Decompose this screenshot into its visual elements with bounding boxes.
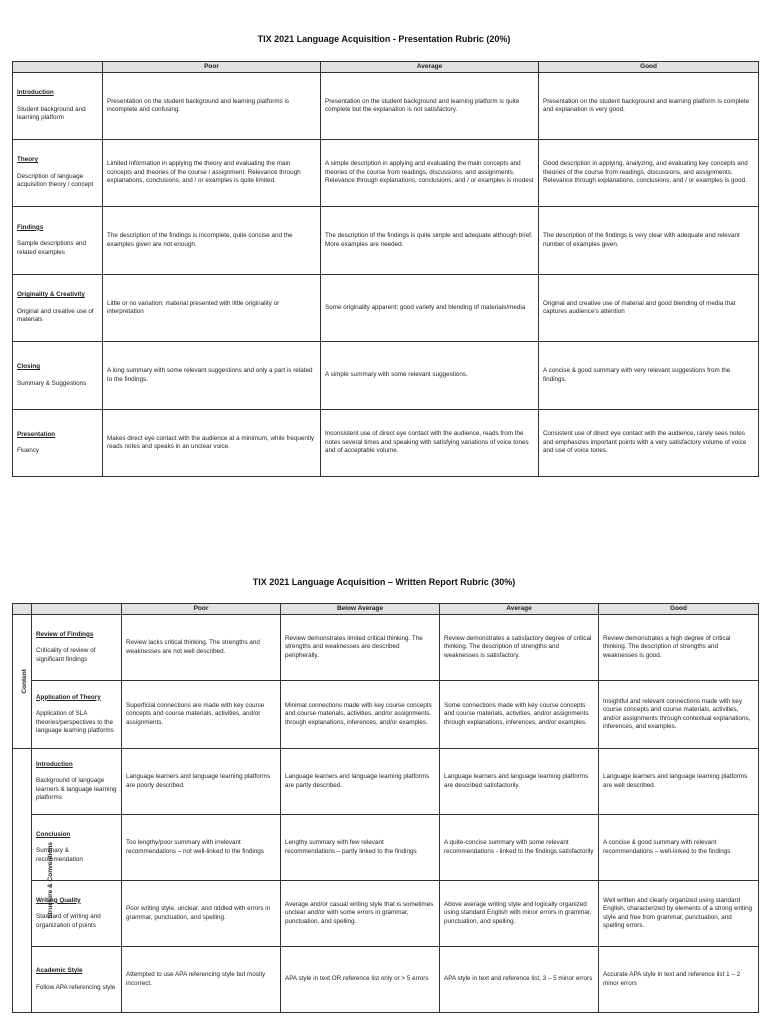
header-good: Good [539,62,759,73]
criterion-name: Presentation [17,430,56,438]
criterion-desc: Background of language learners & language learning platforms [36,777,117,801]
below-average-cell: Review demonstrates limited critical thinking. The strengths and weaknesses are described peripherally. [281,615,440,681]
group-content-cell [13,615,32,749]
written-report-rubric-title: TIX 2021 Language Acquisition – Written Report Rubric (30%) [252,577,516,587]
criterion-cell [13,140,103,207]
average-cell: APA style in text and reference list, 3 – 5 minor errors [440,947,599,1013]
criterion-name: Closing [17,363,41,370]
criterion-name: Writing Quality [36,896,81,904]
written-report-rubric-table [12,603,759,1013]
below-average-cell: Minimal connections made with key course concepts and course materials, activities, and/or assignments. through explanations, inferences, and/or examples. [281,681,440,749]
criterion-desc: Summary & Suggestions [17,379,87,387]
poor-cell: Language learners and language learning platforms are poorly described. [122,749,281,815]
average-cell: Review demonstrates a satisfactory degree of critical thinking. The description of strengths and weaknesses is satisfactory. [440,615,599,681]
below-average-cell: Average and/or casual writing style that is sometimes unclear and/or with some errors in grammar, punctuation, and spelling. [281,881,440,947]
poor-cell: Makes direct eye contact with the audience at a minimum, while frequently reads notes and speaks in an unclear voice. [103,410,321,477]
criterion-desc: Application of SLA theories/perspectives to the language learning platforms [36,710,114,734]
criterion-desc: Follow APA referencing style [36,983,116,991]
good-cell: Presentation on the student background and learning platform is complete and explanation is very good. [539,73,759,140]
criterion-name: Review of Findings [36,630,94,638]
criterion-desc: Standard of writing and organization of points [36,913,101,929]
header-poor: Poor [122,604,281,615]
table-row [13,749,759,815]
table-row [13,73,759,140]
table-row [13,947,759,1013]
table-row [13,881,759,947]
criterion-cell [32,681,122,749]
poor-cell: Superficial connections are made with key course concepts and course materials, activities, and/or assignments. [122,681,281,749]
average-cell: A quite-concise summary with some relevant recommendations - linked to the findings satisfactorily [440,815,599,881]
average-cell: Inconsistent use of direct eye contact with the audience, reads from the notes several times and speaking with satisfying variations of voice tones and of acceptable volume. [321,410,539,477]
poor-cell: Review lacks critical thinking. The strengths and weaknesses are not well described. [122,615,281,681]
table-row [13,815,759,881]
poor-cell: The description of the findings is incomplete, quite concise and the examples given are not enough. [103,207,321,275]
criterion-cell [13,207,103,275]
header-row [13,62,759,73]
presentation-rubric-table [12,61,759,477]
poor-cell: Little or no variation; material presented with little originality or interpretation [103,275,321,342]
average-cell: The description of the findings is quite simple and adequate although brief. More examples are needed. [321,207,539,275]
criterion-name: Theory [17,156,38,164]
presentation-rubric-title: TIX 2021 Language Acquisition - Presentation Rubric (20%) [257,34,511,44]
criterion-desc: Summary & recommendation [36,847,83,863]
criterion-desc: Original and creative use of materials [17,307,94,324]
header-average: Average [321,62,539,73]
header-good: Good [599,604,759,615]
criterion-cell [32,947,122,1013]
good-cell: Language learners and language learning platforms are well described. [599,749,759,815]
table-row [13,275,759,342]
criterion-cell [32,815,122,881]
criterion-desc: Criticality of review of significant findings [36,647,96,663]
table-row [13,207,759,275]
good-cell: Well written and clearly organized using standard English, characterized by elements of a strong writing style and free from grammar, punctuation, and spelling errors. [599,881,759,947]
criterion-name: Introduction [36,760,73,768]
header-below-average: Below Average [281,604,440,615]
good-cell: Good description in applying, analyzing, and evaluating key concepts and theories of the course from readings, discussions, and assignments. Relevance through explanations, conclusions, and / or examples is good. [539,140,759,207]
group-content-label: Content [20,669,28,694]
criterion-cell [13,410,103,477]
average-cell: Language learners and language learning platforms are described satisfactorily. [440,749,599,815]
criterion-desc: Student background and learning platform [17,105,86,122]
table-row [13,410,759,477]
group-structure-label: Structure & Conventions [46,842,54,919]
criterion-cell [32,749,122,815]
header-poor: Poor [103,62,321,73]
header-criteria [32,604,122,615]
criterion-name: Conclusion [36,830,71,838]
criterion-cell [13,73,103,140]
criterion-name: Introduction [17,89,54,97]
good-cell: The description of the findings is very clear with adequate and relevant number of examples given. [539,207,759,275]
average-cell: A simple description in applying and evaluating the main concepts and theories of the course from readings, discussions, and assignments. Relevance through explanations, conclusions, and / or examples is modest [321,140,539,207]
table-row [13,681,759,749]
header-average: Average [440,604,599,615]
table-row [13,615,759,681]
poor-cell: Limited information in applying the theory and evaluating the main concepts and theories of the course / assignment. Relevance through explanations, conclusions, and / or examples is quite limited. [103,140,321,207]
poor-cell: Too lengthy/poor summary with irrelevant recommendations – not well-linked to the findings [122,815,281,881]
good-cell: Consistent use of direct eye contact with the audience, rarely sees notes and emphasizes important points with a very satisfactory volume of voice and use of voice tones. [539,410,759,477]
good-cell: Original and creative use of material and good blending of media that captures audience's attention [539,275,759,342]
criterion-cell [13,342,103,410]
average-cell: Some originality apparent; good variety and blending of materials/media [321,275,539,342]
below-average-cell: Language learners and language learning platforms are partly described. [281,749,440,815]
good-cell: Accurate APA style in text and reference list 1 – 2 minor errors [599,947,759,1013]
criterion-name: Findings [17,223,44,231]
criterion-desc: Description of language acquisition theory / concept [17,172,94,189]
criterion-cell [13,275,103,342]
table-row [13,140,759,207]
below-average-cell: APA style in text OR reference list only or > 5 errors [281,947,440,1013]
poor-cell: A long summary with some relevant suggestions and only a part is related to the findings. [103,342,321,410]
poor-cell: Poor writing style, unclear, and riddled with errors in grammar, punctuation, and spelling. [122,881,281,947]
criterion-name: Originality & Creativity [17,291,85,299]
below-average-cell: Lengthy summary with few relevant recommendations – partly linked to the findings [281,815,440,881]
good-cell: A concise & good summary with relevant recommendations – well-linked to the findings [599,815,759,881]
header-criteria [13,62,103,73]
criterion-desc: Sample descriptions and related examples [17,240,86,256]
average-cell: Above average writing style and logically organized using standard English with minor errors in grammar, punctuation, and spelling. [440,881,599,947]
average-cell: A simple summary with some relevant suggestions. [321,342,539,410]
header-group [13,604,32,615]
poor-cell: Presentation on the student background and learning platforms is incomplete and confusing. [103,73,321,140]
criterion-cell [32,881,122,947]
good-cell: A concise & good summary with very relevant suggestions from the findings. [539,342,759,410]
good-cell: Review demonstrates a high degree of critical thinking. The description of strengths and weaknesses is good. [599,615,759,681]
criterion-desc: Fluency [17,447,40,454]
criterion-name: Academic Style [36,967,83,974]
average-cell: Some connections made with key course concepts and course materials, activities, and/or assignments through explanations, inferences, and/or examples. [440,681,599,749]
average-cell: Presentation on the student background and learning platform is quite complete but the explanation is not satisfactory. [321,73,539,140]
criterion-cell [32,615,122,681]
table-row [13,342,759,410]
poor-cell: Attempted to use APA referencing style but mostly incorrect. [122,947,281,1013]
header-row [13,604,759,615]
criterion-name: Application of Theory [36,693,101,701]
good-cell: Insightful and relevant connections made with key course concepts and course materials, activities, and/or assignments through contextual explanations, inferences, and examples. [599,681,759,749]
